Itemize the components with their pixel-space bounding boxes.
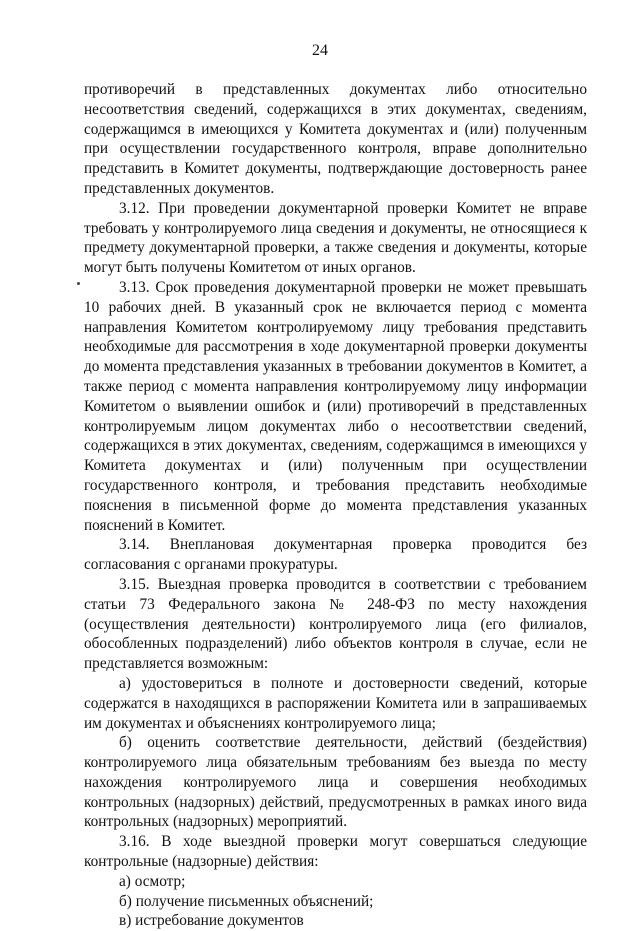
page-number: 24	[312, 42, 328, 59]
paragraph-3-16-item-a: а) осмотр;	[119, 872, 186, 890]
paragraph-3-15: 3.15. Выездная проверка проводится в соответствии с требованием статьи 73 Федерального закона № 248-ФЗ по месту нахождения (осуществления деятельности) контролируемого лица (его филиалов, обособленных подразделений) либо объектов контроля в случае, если не представляется возможным:	[84, 575, 587, 673]
scan-speck-mark	[77, 282, 80, 285]
paragraph-3-16-item-c: в) истребование документов	[119, 912, 304, 930]
paragraph-3-15-item-a: а) удостовериться в полноте и достоверности сведений, которые содержатся в находящихся в распоряжении Комитета или в запрашиваемых им документах и объяснениях контролируемого лица;	[84, 674, 587, 732]
document-body	[84, 80, 587, 931]
paragraph-3-13: 3.13. Срок проведения документарной проверки не может превышать 10 рабочих дней. В указанный срок не включается период с момента направления Комитетом контролируемому лицу требования представить необходимые для рассмотрения в ходе документарной проверки документы до момента представления указанных в требовании документов в Комитет, а также период с момента направления контролируемому лицу информации Комитетом о выявлении ошибок и (или) противоречий в представленных контролируемым лицом документах либо о несоответствии сведений, содержащихся в этих документах, сведениям, содержащимся в имеющихся у Комитета документах и (или) полученным при осуществлении государственного контроля, и требования представить необходимые пояснения в письменной форме до момента представления указанных пояснений в Комитет.	[84, 278, 587, 534]
paragraph-3-12: 3.12. При проведении документарной проверки Комитет не вправе требовать у контролируемого лица сведения и документы, не относящиеся к предмету документарной проверки, а также сведения и документы, которые могут быть получены Комитетом от иных органов.	[84, 199, 587, 277]
paragraph-3-16: 3.16. В ходе выездной проверки могут совершаться следующие контрольные (надзорные) действия:	[84, 833, 587, 871]
paragraph-3-14: 3.14. Внеплановая документарная проверка проводится без согласования с органами прокуратуры.	[84, 536, 587, 574]
paragraph-3-16-item-b: б) получение письменных объяснений;	[119, 892, 374, 910]
paragraph-continuation: противоречий в представленных документах либо относительно несоответствия сведений, содержащихся в этих документах, сведениям, содержащимся в имеющихся у Комитета документах и (или) полученным при осуществлении государственного контроля, вправе дополнительно представить в Комитет документы, подтверждающие достоверность ранее представленных документов.	[84, 81, 587, 197]
paragraph-3-15-item-b: б) оценить соответствие деятельности, действий (бездействия) контролируемого лица обязательным требованиям без выезда по месту нахождения контролируемого лица и совершения необходимых контрольных (надзорных) действий, предусмотренных в рамках иного вида контрольных (надзорных) мероприятий.	[84, 734, 587, 831]
